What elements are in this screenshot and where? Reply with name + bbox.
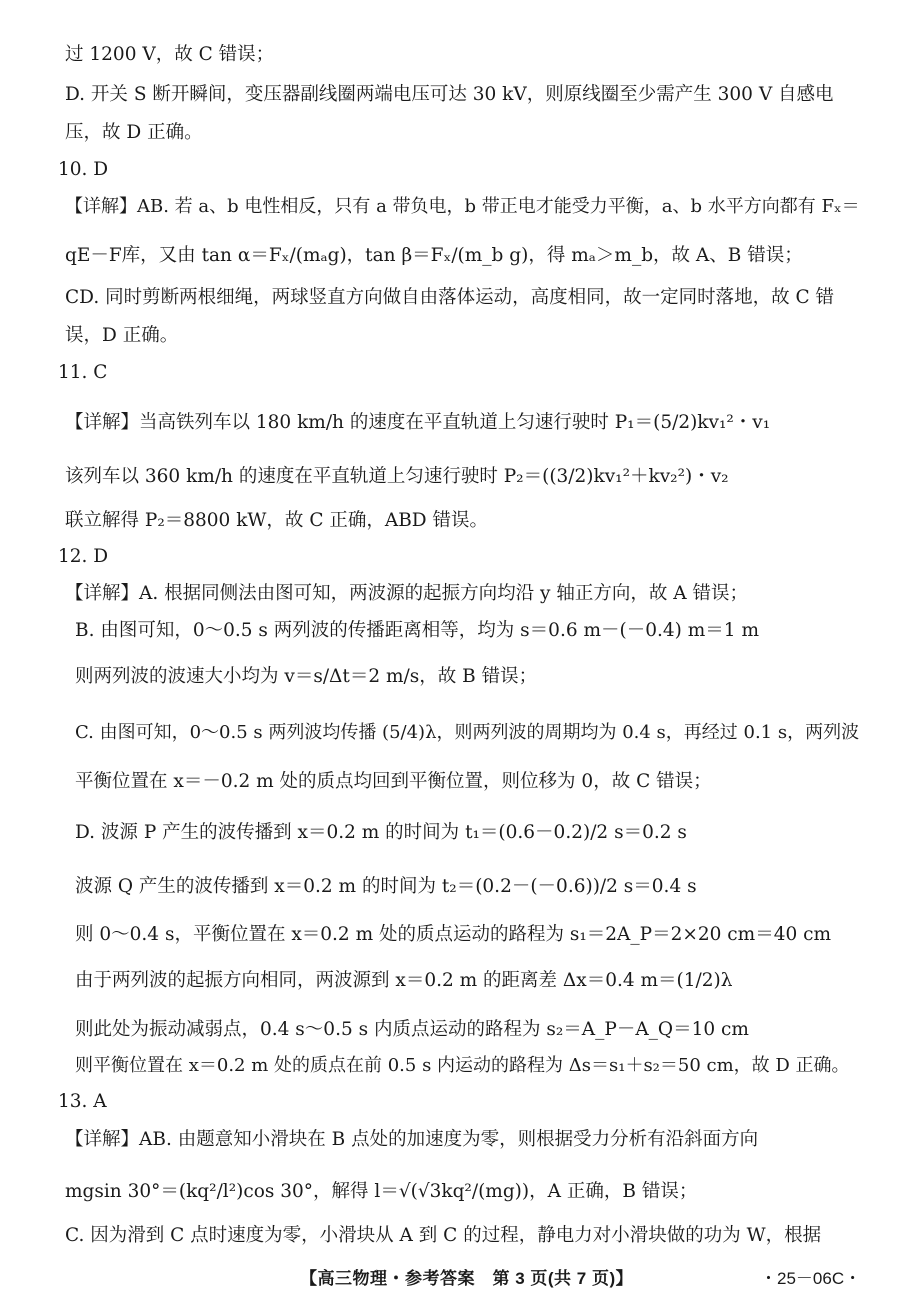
text-line: 【详解】AB. 由题意知小滑块在 B 点处的加速度为零，则根据受力分析有沿斜面方向: [65, 1129, 759, 1150]
text-line: 平衡位置在 x＝－0.2 m 处的质点均回到平衡位置，则位移为 0，故 C 错误；: [75, 771, 712, 792]
formula-line: 该列车以 360 km/h 的速度在平直轨道上匀速行驶时 P₂＝((3/2)kv₁²＋kv₂²)・v₂: [65, 466, 729, 487]
text-line: 压，故 D 正确。: [65, 122, 203, 143]
formula-line: qE－F库，又由 tan α＝Fₓ/(mₐg)，tan β＝Fₓ/(m_b g)，得 mₐ＞m_b，故 A、B 错误；: [65, 245, 803, 266]
text-line: 【详解】A. 根据同侧法由图可知，两波源的起振方向均沿 y 轴正方向，故 A 错误；: [65, 583, 748, 604]
text-line: 联立解得 P₂＝8800 kW，故 C 正确，ABD 错误。: [65, 510, 489, 531]
question-number: 13. A: [58, 1091, 107, 1112]
text-line: CD. 同时剪断两根细绳，两球竖直方向做自由落体运动，高度相同，故一定同时落地，故 C 错: [65, 287, 835, 308]
question-number: 10. D: [58, 159, 109, 180]
text-line: 误，D 正确。: [65, 325, 179, 346]
text-line: 则平衡位置在 x＝0.2 m 处的质点在前 0.5 s 内运动的路程为 Δs＝s₁＋s₂＝50 cm，故 D 正确。: [75, 1055, 850, 1076]
formula-line: 波源 Q 产生的波传播到 x＝0.2 m 的时间为 t₂＝(0.2－(－0.6))/2 s＝0.4 s: [75, 876, 697, 897]
question-number: 11. C: [58, 362, 108, 383]
formula-line: C. 由图可知，0～0.5 s 两列波均传播 (5/4)λ，则两列波的周期均为 0.4 s，再经过 0.1 s，两列波: [75, 722, 860, 743]
page-footer: [0, 1262, 900, 1292]
formula-line: 则两列波的波速大小均为 v＝s/Δt＝2 m/s，故 B 错误；: [75, 666, 538, 687]
question-number: 12. D: [58, 546, 109, 567]
text-line: 则此处为振动减弱点，0.4 s～0.5 s 内质点运动的路程为 s₂＝A_P－A_Q＝10 cm: [75, 1019, 749, 1040]
text-line: 【详解】AB. 若 a、b 电性相反，只有 a 带负电，b 带正电才能受力平衡，a、b 水平方向都有 Fₓ＝: [65, 196, 860, 217]
text-line: 过 1200 V，故 C 错误；: [65, 44, 275, 65]
formula-line: mgsin 30°＝(kq²/l²)cos 30°，解得 l＝√(√3kq²/(mg))，A 正确，B 错误；: [65, 1181, 698, 1202]
footer-title: 【高三物理・参考答案 第 3 页(共 7 页)】: [300, 1269, 634, 1288]
text-line: C. 因为滑到 C 点时速度为零，小滑块从 A 到 C 的过程，静电力对小滑块做的功为 W，根据: [65, 1225, 822, 1246]
text-line: D. 开关 S 断开瞬间，变压器副线圈两端电压可达 30 kV，则原线圈至少需产生 300 V 自感电: [65, 84, 834, 105]
formula-line: 由于两列波的起振方向相同，两波源到 x＝0.2 m 的距离差 Δx＝0.4 m＝(1/2)λ: [75, 970, 733, 991]
formula-line: D. 波源 P 产生的波传播到 x＝0.2 m 的时间为 t₁＝(0.6－0.2)/2 s＝0.2 s: [75, 822, 687, 843]
formula-line: 【详解】当高铁列车以 180 km/h 的速度在平直轨道上匀速行驶时 P₁＝(5/2)kv₁²・v₁: [65, 412, 771, 433]
text-line: B. 由图可知，0～0.5 s 两列波的传播距离相等，均为 s＝0.6 m－(－0.4) m＝1 m: [75, 620, 759, 641]
text-line: 则 0～0.4 s，平衡位置在 x＝0.2 m 处的质点运动的路程为 s₁＝2A_P＝2×20 cm＝40 cm: [75, 924, 832, 945]
footer-code: ・25－06C・: [760, 1269, 862, 1288]
